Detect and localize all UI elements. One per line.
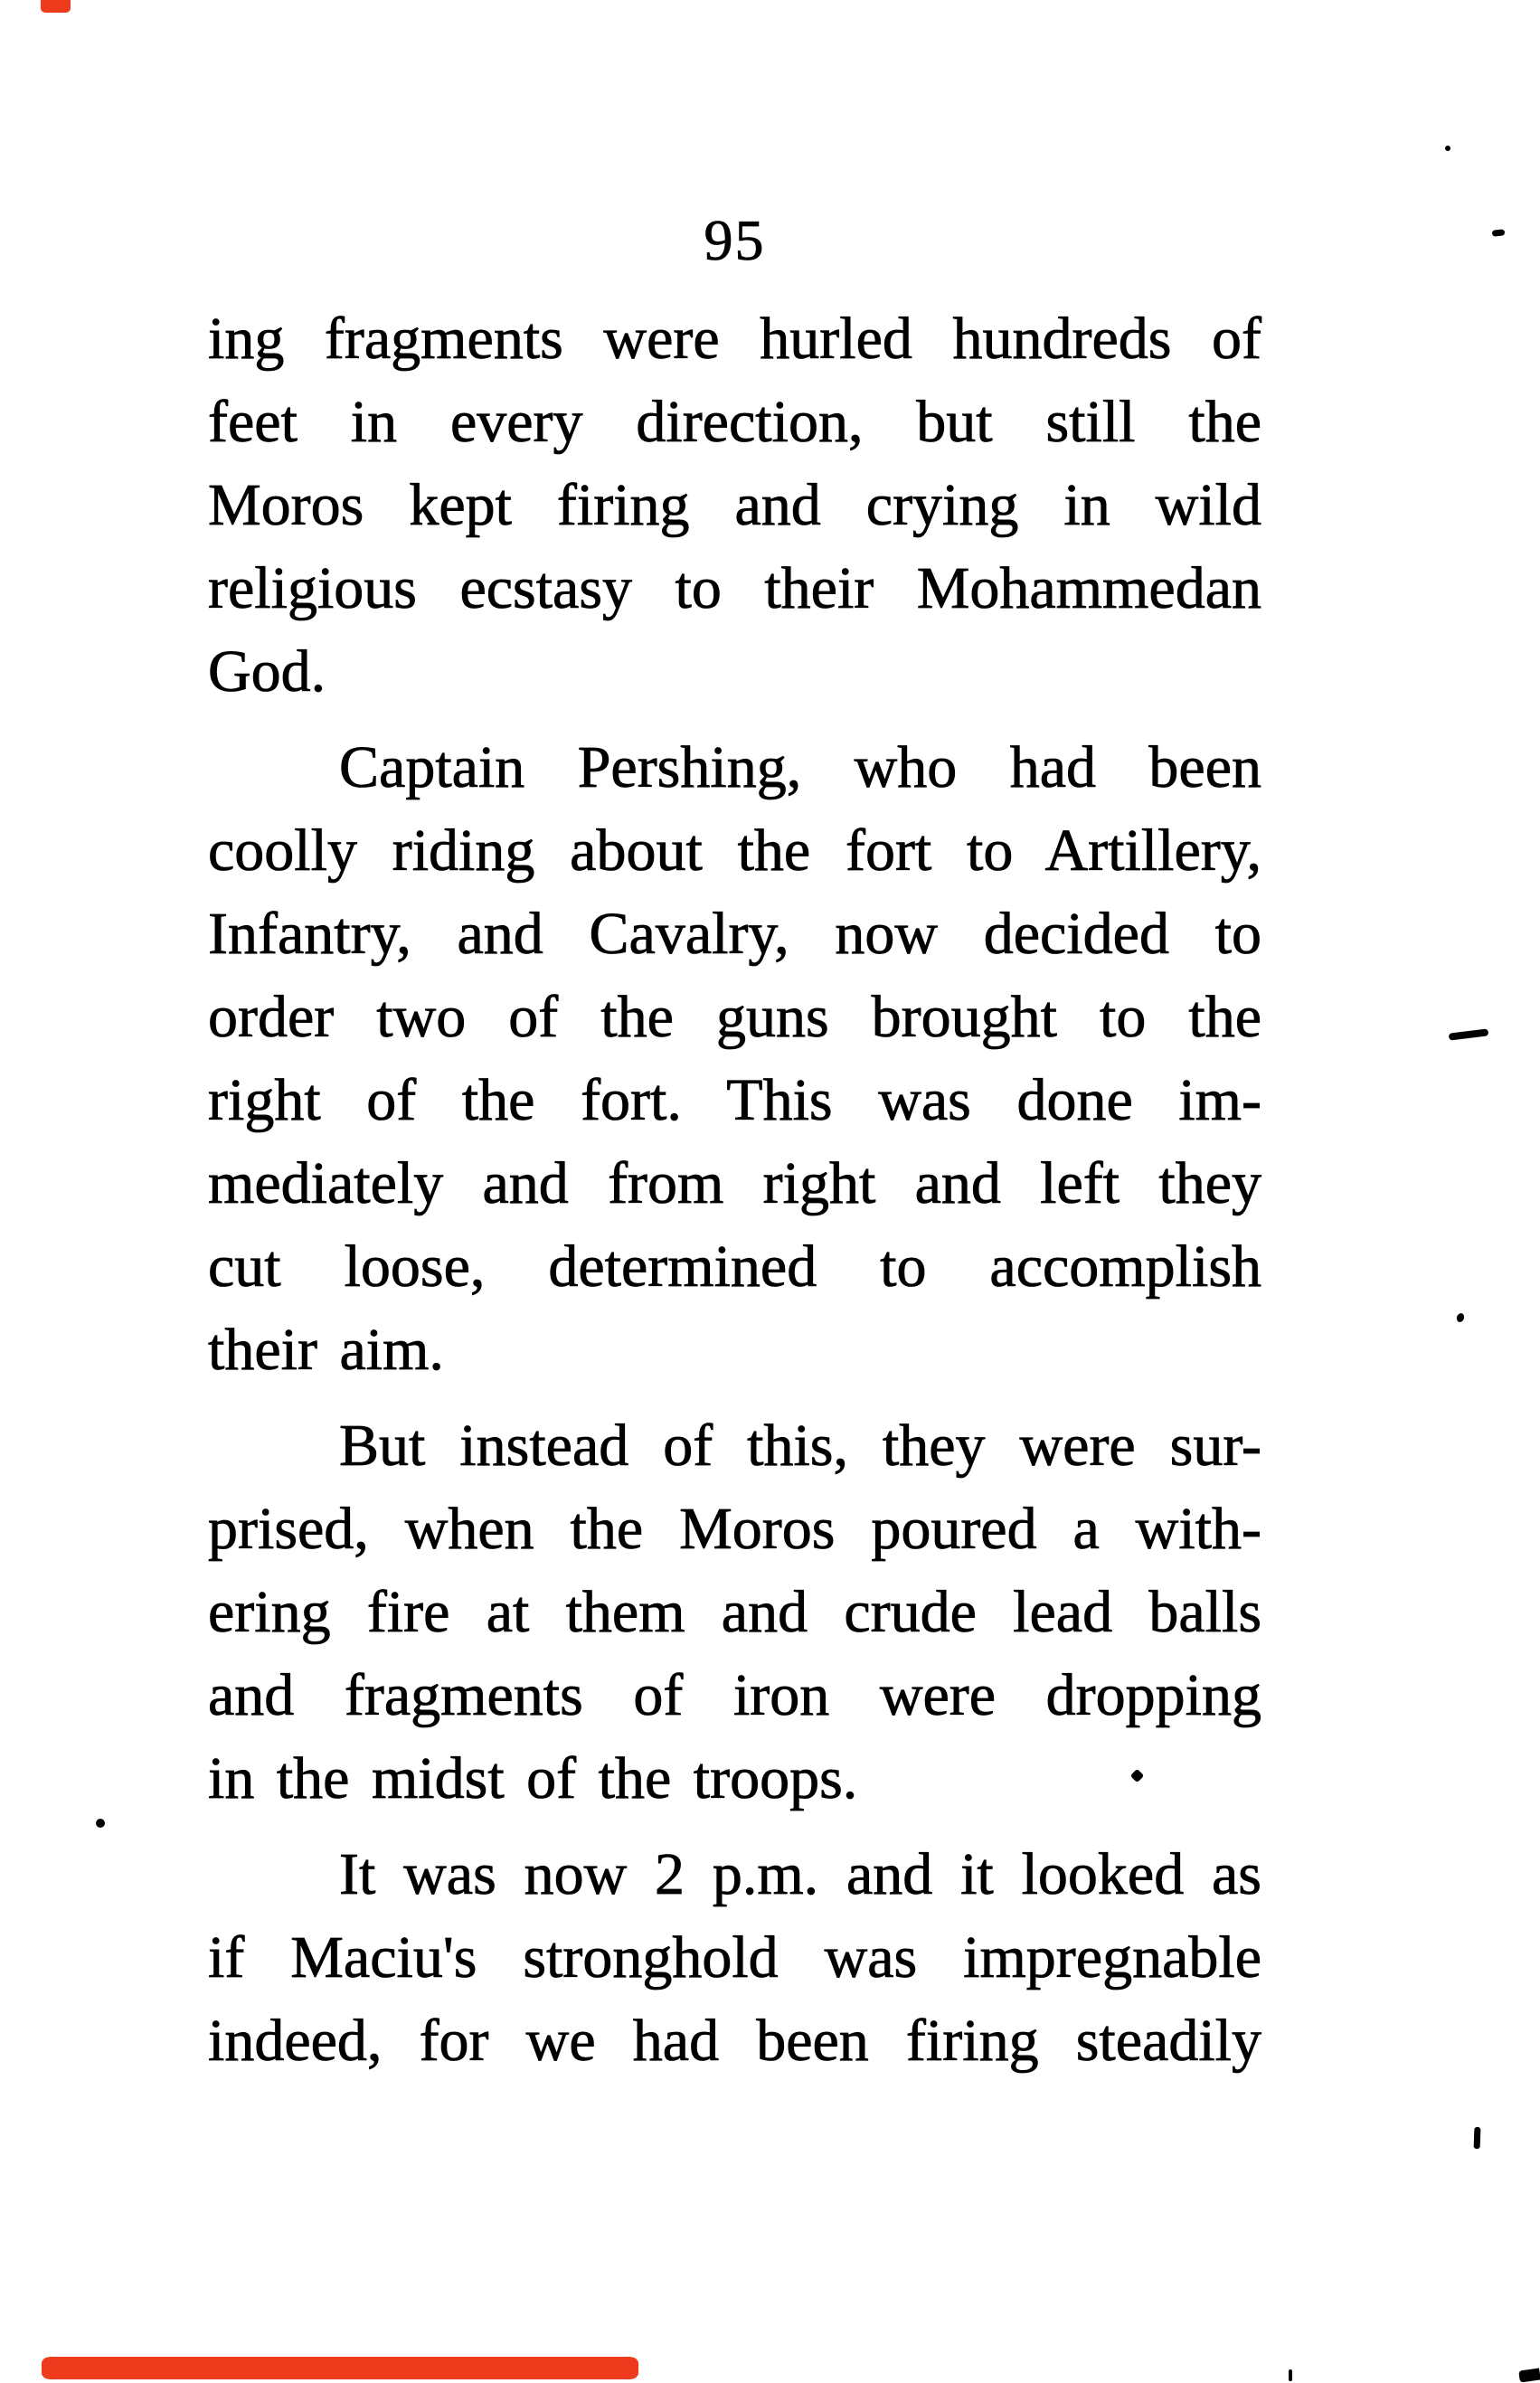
paragraph [208, 1833, 1261, 2083]
text-line: But instead of this, they were sur- [339, 1413, 1261, 1479]
paragraph [208, 1404, 1261, 1820]
text-line: religious ecstasy to their Mohammedan [208, 555, 1261, 621]
text-line: coolly riding about the fort to Artillery, [208, 818, 1261, 884]
scan-color-bar-bottom [42, 2357, 638, 2379]
text-line: and fragments of iron were dropping [208, 1662, 1261, 1728]
text-line: indeed, for we had been firing steadily [208, 2008, 1261, 2074]
corner-blob-bottom-right [1518, 2368, 1540, 2382]
ink-dot-top-right [1445, 146, 1450, 151]
text-line: if Maciu's stronghold was impregnable [208, 1924, 1261, 1991]
ink-tick-bottom [1289, 2369, 1292, 2381]
text-line: their aim. [208, 1317, 444, 1383]
paragraph [208, 298, 1261, 714]
ink-dash-top-right [1492, 229, 1506, 236]
text-line: right of the fort. This was done im- [208, 1067, 1261, 1133]
text-line: prised, when the Moros poured a with- [208, 1496, 1261, 1562]
page-text-block [208, 298, 1261, 2083]
ink-dot-right-margin [1456, 1312, 1466, 1323]
text-line: mediately and from right and left they [208, 1150, 1261, 1216]
ink-dot-left-margin [96, 1819, 105, 1828]
ink-tick-right-margin [1474, 2127, 1481, 2149]
text-line: Infantry, and Cavalry, now decided to [208, 901, 1261, 967]
text-line: in the midst of the troops. [208, 1745, 858, 1811]
page-number: 95 [704, 208, 766, 272]
text-line: ering fire at them and crude lead balls [208, 1579, 1261, 1645]
text-line: cut loose, determined to accomplish [208, 1234, 1261, 1300]
ink-tilde-right-margin [1449, 1028, 1489, 1040]
text-line: Captain Pershing, who had been [339, 734, 1261, 800]
text-line: feet in every direction, but still the [208, 389, 1261, 455]
text-line: Moros kept firing and crying in wild [208, 472, 1261, 538]
paragraph [208, 726, 1261, 1392]
text-line: ing fragments were hurled hundreds of [208, 306, 1261, 372]
text-line: It was now 2 p.m. and it looked as [339, 1841, 1261, 1907]
text-line: order two of the guns brought to the [208, 984, 1261, 1050]
scan-color-bar-top [41, 0, 71, 13]
text-line: God. [208, 638, 326, 704]
